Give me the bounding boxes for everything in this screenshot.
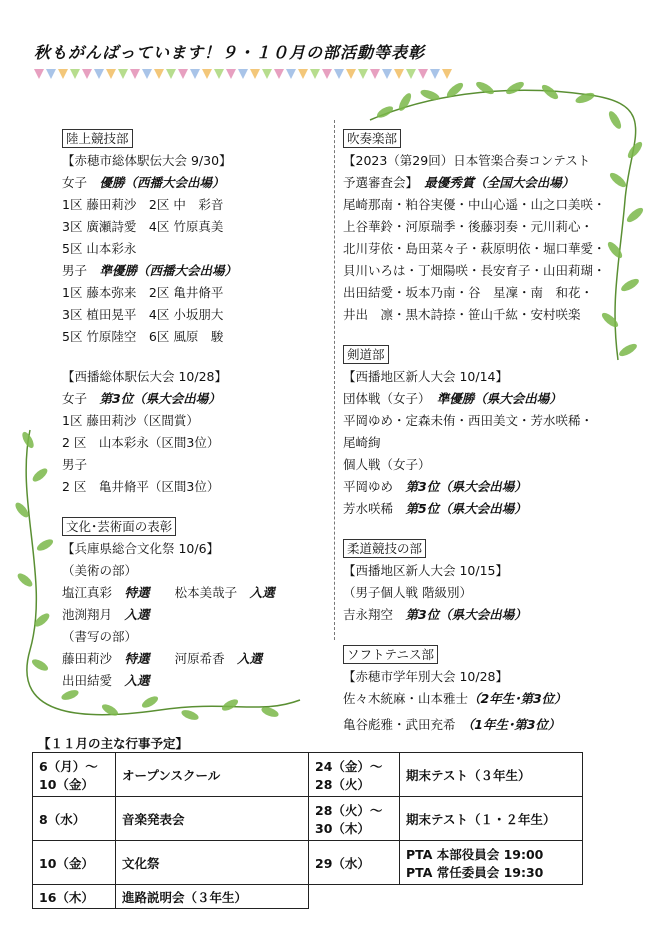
tennis-line: 亀谷彪雅・武田充希 — [343, 717, 456, 732]
schedule-event: オープンスクール — [116, 753, 309, 797]
kendo-result: 第3位（県大会出場） — [405, 479, 527, 494]
track-boys-row — [62, 260, 237, 282]
track-heading: 陸上競技部 — [62, 129, 133, 148]
table-row — [33, 797, 583, 841]
judo-line: 吉永翔空 — [343, 607, 394, 622]
schedule-event: 期末テスト（１・２年生） — [400, 797, 583, 841]
kendo-heading: 剣道部 — [343, 345, 389, 364]
triangle-shape — [382, 69, 392, 79]
track-girls-row — [62, 172, 225, 194]
triangle-shape — [370, 69, 380, 79]
culture-award: 特選 — [124, 651, 150, 666]
triangle-shape — [394, 69, 404, 79]
brass-line: 出田結愛・坂本乃南・谷 星凜・南 和花・ — [343, 285, 594, 300]
decorative-triangle-border — [34, 68, 454, 80]
track-line: 2 区 山本彩永（区間3位） — [62, 435, 220, 450]
track-line: 男子 — [62, 457, 88, 472]
schedule-date: 8（水） — [33, 797, 116, 841]
tennis-line: 【赤穂市学年別大会 10/28】 — [343, 669, 508, 684]
kendo-result: 準優勝（県大会出場） — [436, 391, 562, 406]
triangle-shape — [214, 69, 224, 79]
judo-line: 【西播地区新人大会 10/15】 — [343, 563, 508, 578]
culture-name: 塩江真彩 — [62, 585, 113, 600]
triangle-shape — [202, 69, 212, 79]
triangle-shape — [154, 69, 164, 79]
triangle-shape — [262, 69, 272, 79]
culture-cal-row — [62, 648, 262, 670]
tennis-row1 — [343, 688, 567, 710]
triangle-shape — [238, 69, 248, 79]
judo-result: 第3位（県大会出場） — [405, 607, 527, 622]
culture-name: 河原希香 — [174, 651, 225, 666]
triangle-shape — [418, 69, 428, 79]
culture-award: 特選 — [124, 585, 150, 600]
track-line: 1区 藤田莉沙 2区 中 彩音 — [62, 197, 224, 212]
schedule-event: 進路説明会（３年生） — [116, 885, 309, 909]
schedule-event: 音楽発表会 — [116, 797, 309, 841]
track-line: 3区 植田晃平 4区 小坂朋大 — [62, 307, 224, 322]
brass-heading: 吹奏楽部 — [343, 129, 401, 148]
triangle-shape — [334, 69, 344, 79]
schedule-date: 10（金） — [33, 841, 116, 885]
triangle-shape — [130, 69, 140, 79]
culture-name: 藤田莉沙 — [62, 651, 113, 666]
table-row — [33, 841, 583, 885]
culture-award: 入選 — [249, 585, 275, 600]
track-line: 2 区 亀井脩平（区間3位） — [62, 479, 220, 494]
kendo-line: 【西播地区新人大会 10/14】 — [343, 369, 508, 384]
triangle-shape — [286, 69, 296, 79]
schedule-event: PTA 本部役員会 19:00 PTA 常任委員会 19:30 — [400, 841, 583, 885]
track-result: 第3位（県大会出場） — [99, 391, 221, 406]
triangle-shape — [142, 69, 152, 79]
triangle-shape — [94, 69, 104, 79]
triangle-shape — [166, 69, 176, 79]
judo-heading: 柔道競技の部 — [343, 539, 426, 558]
triangle-shape — [226, 69, 236, 79]
triangle-shape — [322, 69, 332, 79]
triangle-shape — [298, 69, 308, 79]
table-row — [33, 885, 583, 909]
kendo-ind-row2 — [343, 498, 527, 520]
triangle-shape — [82, 69, 92, 79]
track-line: 3区 廣瀬詩愛 4区 竹原真美 — [62, 219, 224, 234]
track-line: 女子 — [62, 175, 88, 190]
triangle-shape — [358, 69, 368, 79]
track-line: 男子 — [62, 263, 88, 278]
vine-decoration-bottom-left — [10, 420, 330, 730]
brass-line: 井出 凛・黒木詩捺・笹山千紘・安村咲楽 — [343, 307, 581, 322]
culture-line: （美術の部） — [62, 563, 138, 578]
track-line: 1区 藤本弥来 2区 亀井脩平 — [62, 285, 224, 300]
culture-name: 出田結愛 — [62, 673, 113, 688]
kendo-team-row — [343, 388, 562, 410]
brass-line: 北川芽依・島田菜々子・萩原明依・堀口華愛・ — [343, 241, 606, 256]
kendo-line: 芳水咲稀 — [343, 501, 394, 516]
brass-line: 予選審査会】 — [343, 175, 412, 190]
track-result: 準優勝（西播大会出場） — [99, 263, 238, 278]
schedule-table — [32, 752, 583, 909]
triangle-shape — [250, 69, 260, 79]
brass-line: 尾崎那南・粕谷実優・中山心遥・山之口美咲・ — [343, 197, 606, 212]
track-line: 5区 山本彩永 — [62, 241, 137, 256]
table-row — [33, 753, 583, 797]
kendo-ind-row — [343, 476, 527, 498]
triangle-shape — [178, 69, 188, 79]
triangle-shape — [190, 69, 200, 79]
triangle-shape — [58, 69, 68, 79]
track-line: 5区 竹原陸空 6区 風原 駿 — [62, 329, 224, 344]
page-title: 秋もがんばっています！９・１０月の部活動等表彰 — [34, 43, 426, 62]
culture-line: （書写の部） — [62, 629, 138, 644]
culture-art-row — [62, 582, 275, 604]
culture-award: 入選 — [124, 607, 150, 622]
tennis-result: （1年生･第3位） — [468, 717, 561, 732]
kendo-line: 個人戦（女子） — [343, 457, 431, 472]
kendo-line: 平岡ゆめ — [343, 479, 394, 494]
track-result: 優勝（西播大会出場） — [99, 175, 225, 190]
track-line: 【赤穂市総体駅伝大会 9/30】 — [62, 153, 232, 168]
culture-cal-row2 — [62, 670, 150, 692]
kendo-line: 尾崎絢 — [343, 435, 381, 450]
brass-line: 貝川いろは・丁畑陽咲・長安育子・山田莉瑚・ — [343, 263, 606, 278]
schedule-title: 【１１月の主な行事予定】 — [38, 736, 189, 751]
track-line: 【西播総体駅伝大会 10/28】 — [62, 369, 227, 384]
tennis-row2 — [343, 714, 560, 736]
judo-result-row — [343, 604, 527, 626]
triangle-shape — [274, 69, 284, 79]
schedule-event: 期末テスト（３年生） — [400, 753, 583, 797]
kendo-result: 第5位（県大会出場） — [405, 501, 527, 516]
track-girls-row2 — [62, 388, 221, 410]
triangle-shape — [106, 69, 116, 79]
brass-result: 最優秀賞（全国大会出場） — [424, 175, 575, 190]
triangle-shape — [442, 69, 452, 79]
judo-line: （男子個人戦 階級別） — [343, 585, 472, 600]
triangle-shape — [34, 69, 44, 79]
brass-line: 上谷華鈴・河原瑞季・後藤羽奏・元川莉心・ — [343, 219, 594, 234]
triangle-shape — [346, 69, 356, 79]
triangle-shape — [118, 69, 128, 79]
brass-result-row — [343, 172, 574, 194]
triangle-shape — [70, 69, 80, 79]
track-line: 女子 — [62, 391, 88, 406]
triangle-shape — [46, 69, 56, 79]
schedule-date: 28（火）～ 30（木） — [309, 797, 400, 841]
tennis-line: 佐々木統麻・山本雅士 — [343, 691, 469, 706]
schedule-date: 24（金）～ 28（火） — [309, 753, 400, 797]
culture-heading: 文化･芸術面の表彰 — [62, 517, 176, 536]
culture-line: 【兵庫県総合文化祭 10/6】 — [62, 541, 220, 556]
tennis-result: （2年生･第3位） — [468, 691, 567, 706]
kendo-line: 団体戦（女子） — [343, 391, 425, 406]
culture-name: 松本美哉子 — [174, 585, 238, 600]
brass-line: 【2023（第29回）日本管楽合奏コンテスト — [343, 153, 591, 168]
schedule-date: 6（月）～ 10（金） — [33, 753, 116, 797]
schedule-event: 文化祭 — [116, 841, 309, 885]
schedule-date: 16（木） — [33, 885, 116, 909]
culture-award: 入選 — [124, 673, 150, 688]
culture-art-row2 — [62, 604, 150, 626]
culture-award: 入選 — [237, 651, 263, 666]
tennis-heading: ソフトテニス部 — [343, 645, 438, 664]
triangle-shape — [406, 69, 416, 79]
column-divider — [334, 120, 335, 640]
track-line: 1区 藤田莉沙（区間賞） — [62, 413, 199, 428]
culture-name: 池渕翔月 — [62, 607, 113, 622]
schedule-date: 29（水） — [309, 841, 400, 885]
triangle-shape — [430, 69, 440, 79]
triangle-shape — [310, 69, 320, 79]
kendo-line: 平岡ゆめ・定森未侑・西田美文・芳水咲稀・ — [343, 413, 594, 428]
